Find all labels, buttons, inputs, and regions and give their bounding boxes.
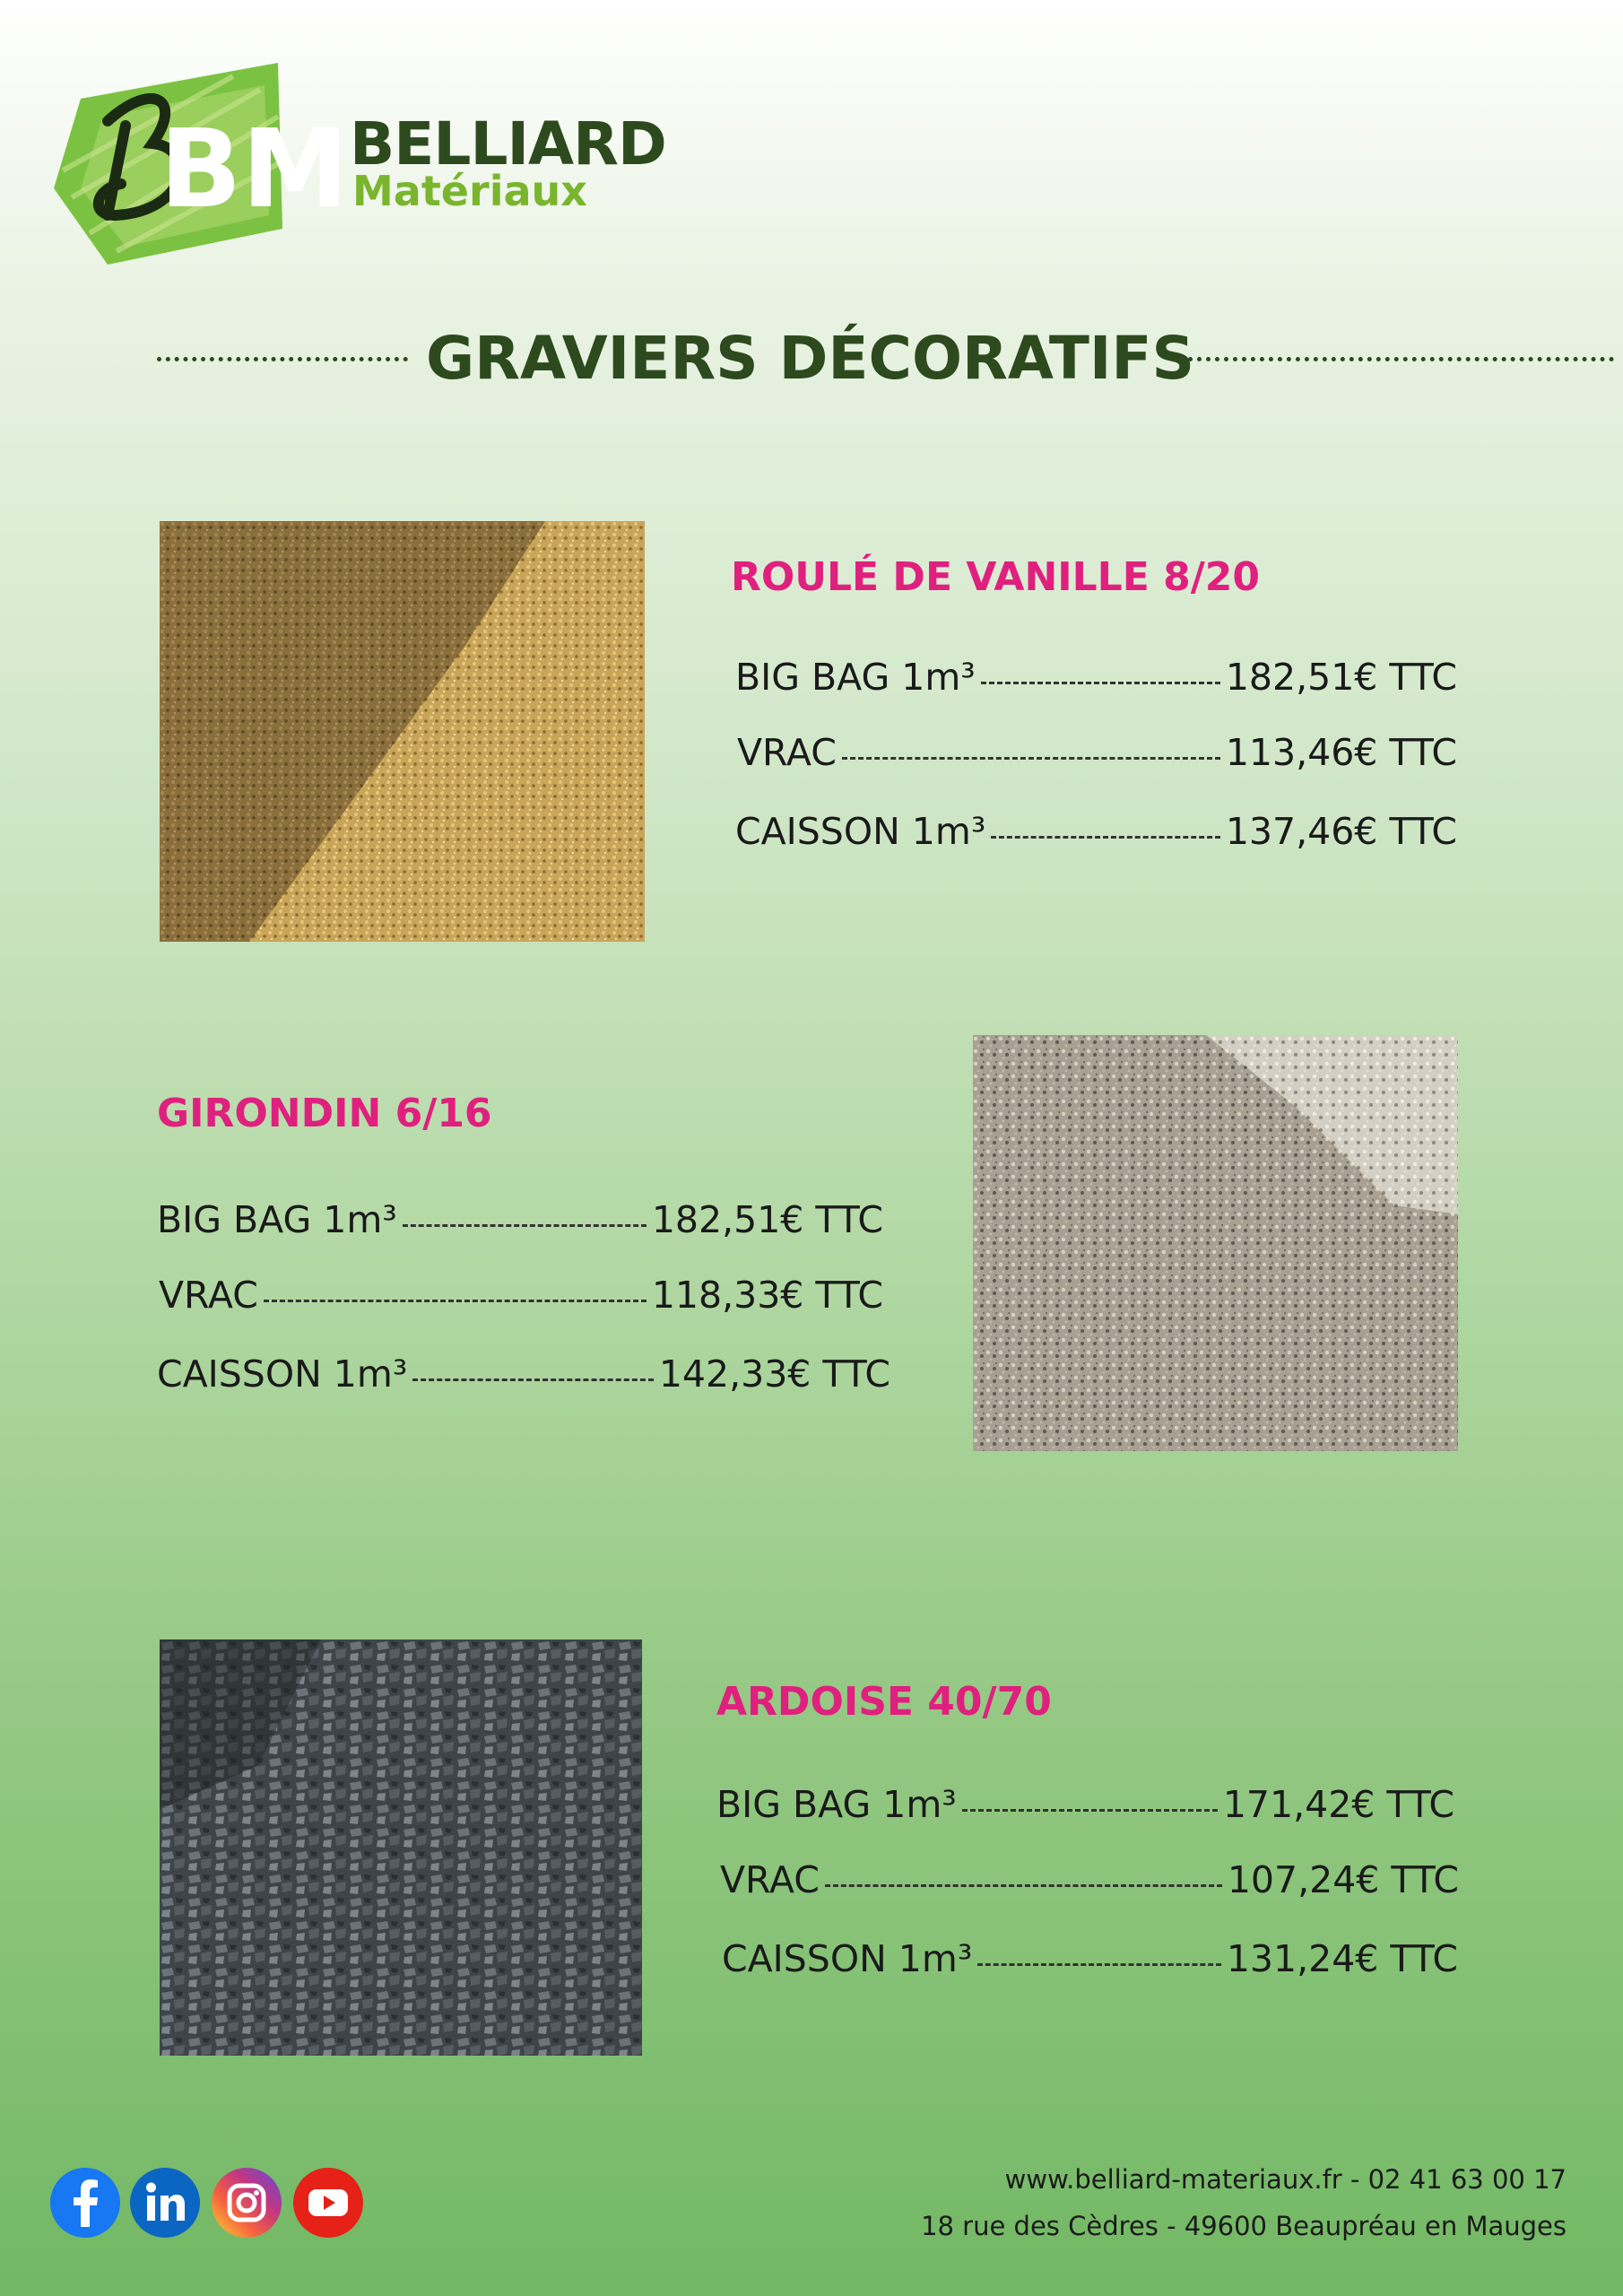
title-divider-left [157,357,408,361]
footer-address: 18 rue des Cèdres - 49600 Beaupréau en Mauges [921,2211,1567,2241]
price-leader [412,1378,654,1381]
price-label: VRAC [159,1274,258,1317]
logo-mark [54,63,349,269]
price-label: BIG BAG 1m³ [735,656,976,699]
brand-subtitle: Matériaux [352,167,587,215]
product-name-roule-vanille: ROULÉ DE VANILLE 8/20 [731,554,1261,600]
price-label: VRAC [737,731,837,774]
price-row [157,1198,883,1241]
price-label: CAISSON 1m³ [157,1352,408,1396]
price-row [720,1858,1459,1901]
page-title: GRAVIERS DÉCORATIFS [426,324,1195,393]
price-row [722,1937,1458,1980]
price-value: 182,51€ TTC [651,1198,883,1241]
grey-gravel-photo [973,1035,1458,1451]
price-row [159,1274,883,1317]
price-leader [981,682,1220,684]
price-leader [403,1224,647,1227]
product-name-girondin: GIRONDIN 6/16 [157,1091,492,1136]
price-row [735,810,1457,853]
logo-initials: BM [160,108,349,232]
price-leader [825,1884,1222,1887]
price-leader [842,757,1220,760]
facebook-icon[interactable] [50,2168,120,2238]
footer-contact: www.belliard-materiaux.fr - 02 41 63 00 17 [1004,2164,1567,2195]
title-row [157,318,1457,399]
price-value: 182,51€ TTC [1225,656,1457,699]
golden-gravel-photo [160,521,645,942]
price-value: 118,33€ TTC [651,1274,883,1317]
price-leader [962,1809,1218,1812]
brand-name: BELLIARD [350,109,666,178]
price-label: CAISSON 1m³ [735,810,986,853]
price-row [737,731,1457,774]
price-label: BIG BAG 1m³ [157,1198,397,1241]
slate-gravel-photo [160,1639,642,2056]
price-value: 137,46€ TTC [1225,810,1457,853]
price-value: 113,46€ TTC [1225,731,1457,774]
price-label: VRAC [720,1858,820,1901]
brand-logo [54,63,666,278]
price-leader [977,1963,1221,1966]
title-divider-right [1188,357,1614,361]
price-row [735,656,1457,699]
price-value: 131,24€ TTC [1226,1937,1458,1980]
linkedin-icon[interactable] [130,2168,200,2238]
price-value: 142,33€ TTC [658,1352,890,1396]
price-leader [991,836,1220,839]
price-label: BIG BAG 1m³ [716,1783,957,1826]
price-leader [264,1300,647,1302]
product-name-ardoise: ARDOISE 40/70 [716,1679,1052,1725]
instagram-icon[interactable] [212,2168,282,2238]
price-value: 171,42€ TTC [1222,1783,1454,1826]
youtube-icon[interactable] [293,2168,363,2238]
price-row [157,1352,890,1396]
price-row [716,1783,1454,1826]
price-value: 107,24€ TTC [1227,1858,1459,1901]
price-label: CAISSON 1m³ [722,1937,973,1980]
